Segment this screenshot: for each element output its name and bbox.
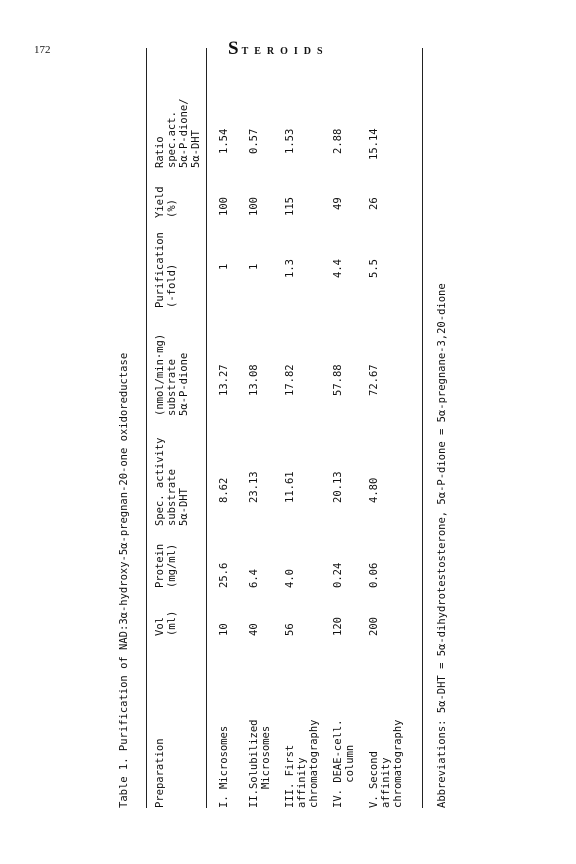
row-3-spec-act-dht: 11.61 <box>284 471 296 503</box>
header-yield: Yield (%) <box>154 186 178 218</box>
row-3-preparation: III. First affinity chromatography <box>284 719 320 808</box>
row-5-preparation: V. Second affinity chromatography <box>368 719 404 808</box>
row-4-spec-act-pdione: 57.88 <box>332 364 344 396</box>
header-protein: Protein (mg/ml) <box>154 543 178 588</box>
header-preparation: Preparation <box>154 738 166 808</box>
row-3-protein: 4.0 <box>284 569 296 588</box>
row-5-spec-act-dht: 4.80 <box>368 477 380 503</box>
row-1-spec-act-pdione: 13.27 <box>218 364 230 396</box>
running-head-initial: S <box>228 38 242 59</box>
row-2-ratio: 0.57 <box>248 128 260 154</box>
row-1-yield: 100 <box>218 197 230 216</box>
running-head-rest: TEROIDS <box>241 46 329 57</box>
row-1-purification: 1 <box>218 263 230 270</box>
row-1-protein: 25.6 <box>218 562 230 588</box>
row-4-ratio: 2.88 <box>332 128 344 154</box>
row-3-vol: 56 <box>284 623 296 636</box>
header-rule <box>206 48 207 808</box>
rotated-table <box>118 48 458 808</box>
row-2-yield: 100 <box>248 197 260 216</box>
page-number: 172 <box>34 44 51 56</box>
bottom-rule <box>422 48 423 808</box>
row-4-yield: 49 <box>332 197 344 210</box>
row-5-yield: 26 <box>368 197 380 210</box>
row-3-yield: 115 <box>284 197 296 216</box>
row-1-ratio: 1.54 <box>218 128 230 154</box>
table-caption: Table 1. Purification of NAD:3α-hydroxy-5α-pregnan-20-one oxidoreductase <box>118 352 130 808</box>
row-5-spec-act-pdione: 72.67 <box>368 364 380 396</box>
row-5-protein: 0.06 <box>368 562 380 588</box>
row-5-purification: 5.5 <box>368 259 380 278</box>
row-1-vol: 10 <box>218 623 230 636</box>
row-1-spec-act-dht: 8.62 <box>218 477 230 503</box>
row-4-spec-act-dht: 20.13 <box>332 471 344 503</box>
row-4-vol: 120 <box>332 617 344 636</box>
row-2-spec-act-dht: 23.13 <box>248 471 260 503</box>
header-purification: Purification (-fold) <box>154 232 178 308</box>
header-spec-act-pdione: (nmol/min·mg) substrate 5α-P-dione <box>154 333 190 416</box>
row-4-purification: 4.4 <box>332 259 344 278</box>
row-3-purification: 1.3 <box>284 259 296 278</box>
row-4-preparation: IV. DEAE-cell. column <box>332 719 356 808</box>
row-5-ratio: 15.14 <box>368 128 380 160</box>
row-3-spec-act-pdione: 17.82 <box>284 364 296 396</box>
row-2-vol: 40 <box>248 623 260 636</box>
row-1-preparation: I. Microsomes <box>218 725 230 808</box>
row-3-ratio: 1.53 <box>284 128 296 154</box>
header-vol: Vol (ml) <box>154 610 178 636</box>
row-2-spec-act-pdione: 13.08 <box>248 364 260 396</box>
row-2-preparation: II.Solubilized Microsomes <box>248 719 272 808</box>
top-rule <box>146 48 147 808</box>
row-4-protein: 0.24 <box>332 562 344 588</box>
abbreviations-footnote: Abbreviations: 5α-DHT = 5α-dihydrotestosterone, 5α-P-dione = 5α-pregnane-3,20-dione <box>436 283 448 808</box>
header-ratio: Ratio spec.act. 5α-P-dione/ 5α-DHT <box>154 98 202 168</box>
header-spec-act-dht: Spec. activity substrate 5α-DHT <box>154 437 190 526</box>
row-2-protein: 6.4 <box>248 569 260 588</box>
row-5-vol: 200 <box>368 617 380 636</box>
row-2-purification: 1 <box>248 263 260 270</box>
